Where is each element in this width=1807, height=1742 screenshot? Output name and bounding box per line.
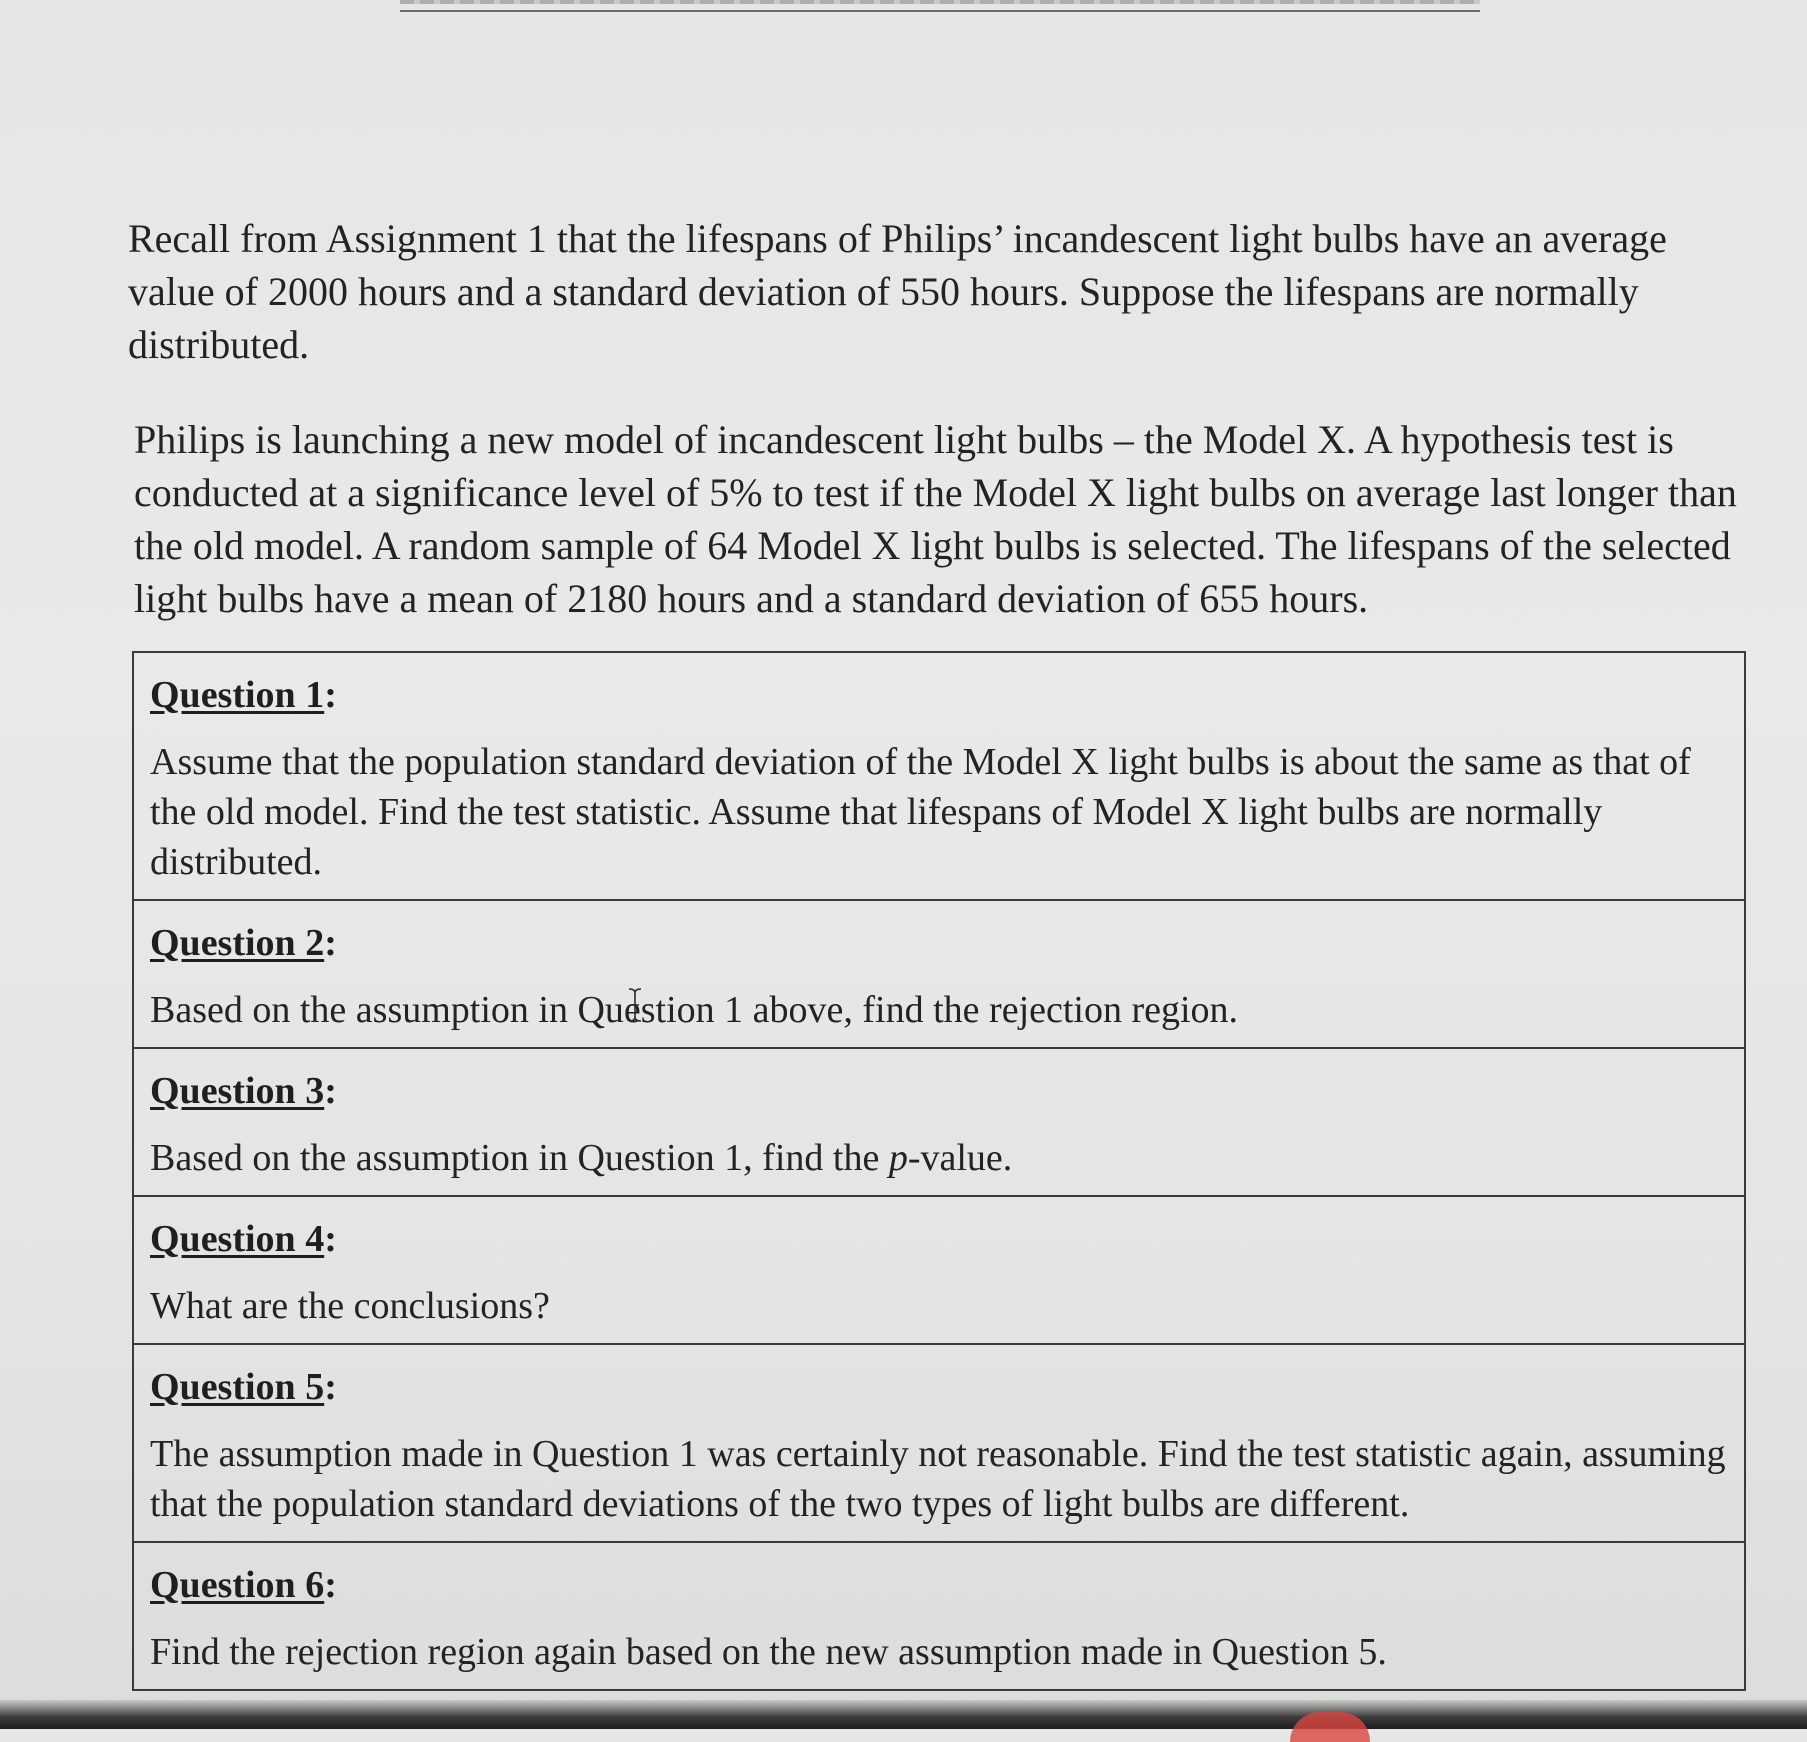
- header-rule: [400, 0, 1480, 12]
- question-6-label: Question 6: [150, 1564, 325, 1606]
- question-6-cell: [134, 1543, 1744, 1689]
- question-1-text: Assume that the population standard deviation of the Model X light bulbs is about the same as that of the old model. Find the test statistic. Assume that lifespans of Model X light bulbs are normally distributed.: [150, 741, 1691, 883]
- question-4-cell: [134, 1197, 1744, 1345]
- question-3-colon: :: [324, 1070, 337, 1112]
- question-3-heading: [150, 1067, 1728, 1115]
- question-4-text: What are the conclusions?: [150, 1285, 550, 1327]
- document-page: [128, 212, 1748, 1691]
- text-cursor-icon: [628, 988, 642, 1022]
- question-6-text: Find the rejection region again based on the new assumption made in Question 5.: [150, 1631, 1387, 1673]
- question-3-text: [150, 1133, 1728, 1183]
- question-1-label: Question 1: [150, 674, 325, 716]
- question-6-heading: [150, 1561, 1728, 1609]
- intro-paragraph-1: Recall from Assignment 1 that the lifespans of Philips’ incandescent light bulbs have an average value of 2000 hours and a standard deviation of 550 hours. Suppose the lifespans are normally distributed.: [128, 216, 1667, 367]
- question-5-label: Question 5: [150, 1366, 325, 1408]
- question-1-colon: :: [324, 674, 337, 716]
- question-2-colon: :: [324, 922, 337, 964]
- question-2-label: Question 2: [150, 922, 325, 964]
- question-4-colon: :: [324, 1218, 337, 1260]
- question-3-label: Question 3: [150, 1070, 325, 1112]
- question-2-cell: [134, 901, 1744, 1049]
- question-5-colon: :: [324, 1366, 337, 1408]
- questions-table: [132, 651, 1746, 1691]
- question-3-cell: [134, 1049, 1744, 1197]
- question-5-heading: [150, 1363, 1728, 1411]
- question-1-cell: [134, 653, 1744, 901]
- monitor-bezel: [0, 1700, 1807, 1729]
- question-1-heading: [150, 671, 1728, 719]
- question-2-heading: [150, 919, 1728, 967]
- question-5-cell: [134, 1345, 1744, 1543]
- question-2-text: Based on the assumption in Question 1 above, find the rejection region.: [150, 989, 1239, 1031]
- intro-paragraph-2: Philips is launching a new model of incandescent light bulbs – the Model X. A hypothesis test is conducted at a significance level of 5% to test if the Model X light bulbs on average last longer than the old model. A random sample of 64 Model X light bulbs is selected. The lifespans of the selected light bulbs have a mean of 2180 hours and a standard deviation of 655 hours.: [134, 417, 1737, 621]
- question-6-colon: :: [324, 1564, 337, 1606]
- question-3-text-after: -value.: [907, 1137, 1013, 1179]
- intro-section: [128, 212, 1748, 625]
- question-3-text-before: Based on the assumption in Question 1, find the: [150, 1137, 889, 1179]
- question-4-label: Question 4: [150, 1218, 325, 1260]
- question-4-heading: [150, 1215, 1728, 1263]
- question-3-text-italic: p: [888, 1137, 908, 1179]
- question-5-text: The assumption made in Question 1 was certainly not reasonable. Find the test statistic again, assuming that the population standard deviations of the two types of light bulbs are different.: [150, 1433, 1726, 1525]
